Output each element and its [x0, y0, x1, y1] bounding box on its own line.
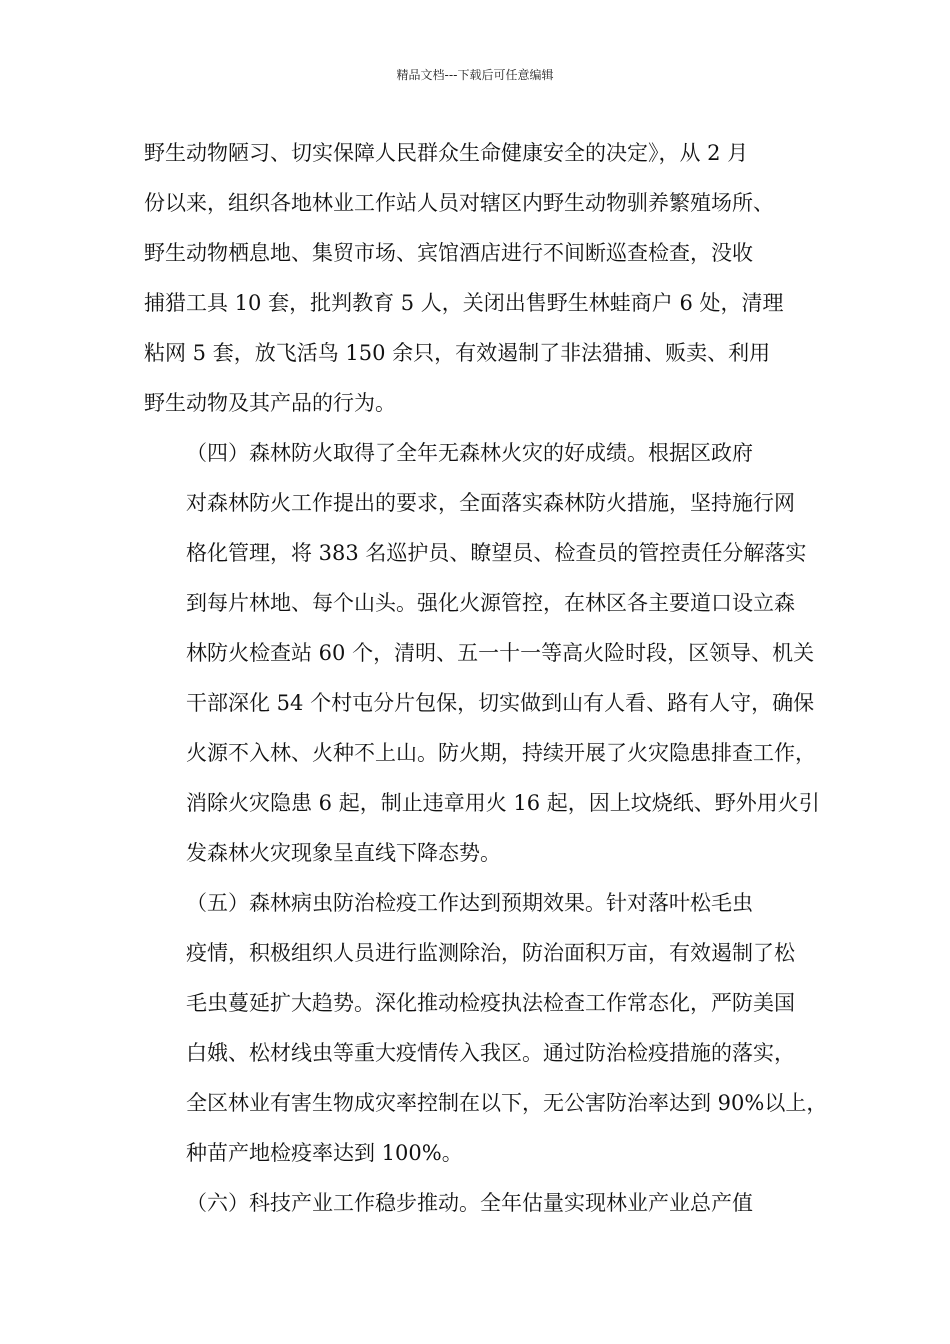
- text-line: （五）森林病虫防治检疫工作达到预期效果。针对落叶松毛虫: [186, 891, 753, 915]
- paragraph: [144, 428, 820, 878]
- text-line: 到每片林地、每个山头。强化火源管控，在林区各主要道口设立森: [186, 591, 795, 615]
- text-line: 格化管理，将 383 名巡护员、瞭望员、检查员的管控责任分解落实: [186, 541, 807, 565]
- text-line: 毛虫蔓延扩大趋势。深化推动检疫执法检查工作常态化，严防美国: [186, 991, 795, 1015]
- text-line: 干部深化 54 个村屯分片包保，切实做到山有人看、路有人守，确保: [186, 691, 815, 715]
- text-line: 发森林火灾现象呈直线下降态势。: [186, 841, 501, 865]
- text-line: （六）科技产业工作稳步推动。全年估量实现林业产业总产值: [186, 1191, 753, 1215]
- text-line: 种苗产地检疫率达到 100%。: [186, 1141, 463, 1165]
- text-line: 消除火灾隐患 6 起，制止违章用火 16 起，因上坟烧纸、野外用火引: [186, 791, 820, 815]
- text-line: 捕猎工具 10 套，批判教育 5 人，关闭出售野生林蛙商户 6 处，清理: [144, 291, 784, 315]
- text-line: 野生动物陋习、切实保障人民群众生命健康安全的决定》，从 2 月: [144, 141, 749, 165]
- text-line: 对森林防火工作提出的要求，全面落实森林防火措施，坚持施行网: [186, 491, 795, 515]
- page-header: 精品文档---下载后可任意编辑: [396, 68, 554, 82]
- text-line: 份以来，组织各地林业工作站人员对辖区内野生动物驯养繁殖场所、: [144, 191, 774, 215]
- paragraph: [144, 878, 828, 1178]
- text-line: 疫情，积极组织人员进行监测除治，防治面积万亩，有效遏制了松: [186, 941, 795, 965]
- text-line: 野生动物栖息地、集贸市场、宾馆酒店进行不间断巡查检查，没收: [144, 241, 753, 265]
- paragraph: [144, 128, 812, 428]
- document-body: [144, 128, 828, 1228]
- text-line: 白娥、松材线虫等重大疫情传入我区。通过防治检疫措施的落实，: [186, 1041, 795, 1065]
- text-line: 火源不入林、火种不上山。防火期，持续开展了火灾隐患排查工作，: [186, 741, 816, 765]
- text-line: （四）森林防火取得了全年无森林火灾的好成绩。根据区政府: [186, 441, 753, 465]
- text-line: 野生动物及其产品的行为。: [144, 391, 396, 415]
- text-line: 全区林业有害生物成灾率控制在以下，无公害防治率达到 90%以上，: [186, 1091, 828, 1115]
- text-line: 林防火检查站 60 个，清明、五一十一等高火险时段，区领导、机关: [186, 641, 815, 665]
- paragraph: [144, 1178, 812, 1228]
- text-line: 粘网 5 套，放飞活鸟 150 余只，有效遏制了非法猎捕、贩卖、利用: [144, 341, 771, 365]
